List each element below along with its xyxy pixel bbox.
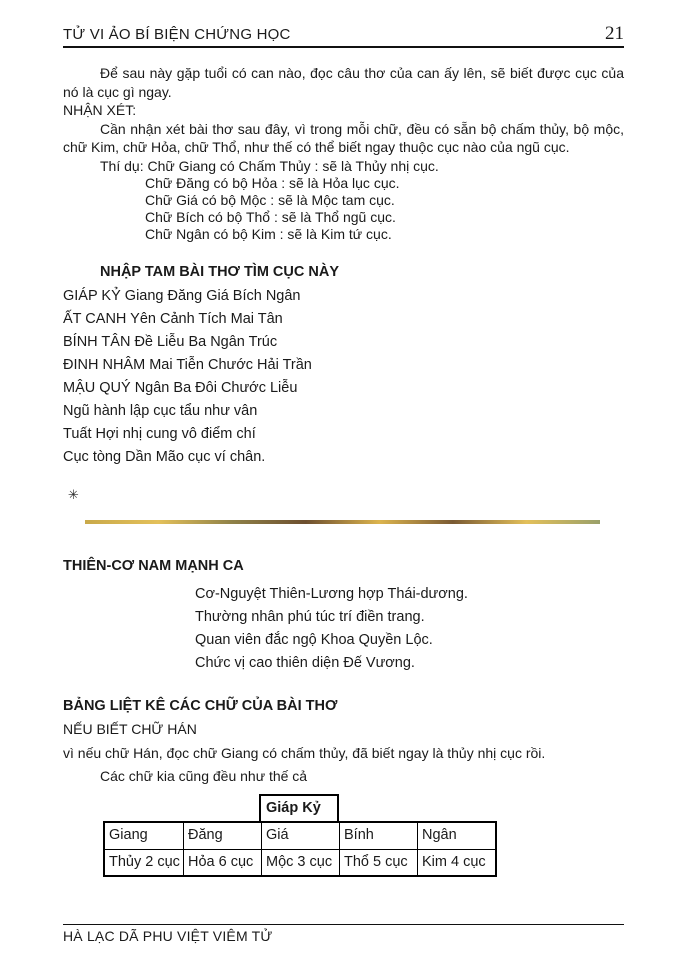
gold-divider bbox=[85, 520, 600, 524]
page-number: 21 bbox=[605, 23, 624, 44]
table-cell: Thủy 2 cục bbox=[105, 849, 183, 875]
poem2-title: THIÊN-CƠ NAM MẠNH CA bbox=[63, 557, 244, 574]
table-cell: Ngân bbox=[417, 823, 495, 849]
cuc-table bbox=[103, 794, 497, 877]
table-section-title: BẢNG LIỆT KÊ CÁC CHỮ CỦA BÀI THƠ bbox=[63, 697, 338, 714]
example-line-first: Thí dụ: Chữ Giang có Chấm Thủy : sẽ là Thủy nhị cục. bbox=[100, 157, 439, 174]
example-line: Chữ Giá có bộ Mộc : sẽ là Mộc tam cục. bbox=[145, 191, 395, 208]
poem1-line: BÍNH TÂN Đề Liễu Ba Ngân Trúc bbox=[63, 333, 278, 350]
poem2-line: Cơ-Nguyệt Thiên-Lương hợp Thái-dương. bbox=[195, 585, 468, 602]
nhan-xet-paragraph: Cần nhận xét bài thơ sau đây, vì trong mỗi chữ, đều có sẵn bộ chấm thủy, bộ mộc, chữ Kim, chữ Hỏa, chữ Thổ, như thế có thể biết ngay thuộc cục nào của ngũ cục. bbox=[63, 120, 624, 155]
poem1-line: ẤT CANH Yên Cảnh Tích Mai Tân bbox=[63, 310, 283, 327]
table-cell: Giá bbox=[261, 823, 339, 849]
table-section-body: vì nếu chữ Hán, đọc chữ Giang có chấm thủy, đã biết ngay là thủy nhị cục rồi. bbox=[63, 744, 546, 761]
table-section-subtitle: NẾU BIẾT CHỮ HÁN bbox=[63, 720, 197, 737]
table-grid bbox=[103, 821, 497, 877]
example-line: Chữ Bích có bộ Thổ : sẽ là Thổ ngũ cục. bbox=[145, 208, 396, 225]
poem1-title: NHẬP TAM BÀI THƠ TÌM CỤC NÀY bbox=[100, 263, 339, 280]
poem1-line: ĐINH NHÂM Mai Tiễn Chước Hải Trần bbox=[63, 356, 312, 373]
table-cell: Bính bbox=[339, 823, 417, 849]
poem1-line: Tuất Hợi nhị cung vô điểm chí bbox=[63, 425, 256, 442]
table-cell: Thổ 5 cục bbox=[339, 849, 417, 875]
star-ornament-icon: ✳ bbox=[68, 486, 79, 502]
table-cell: Kim 4 cục bbox=[417, 849, 495, 875]
intro-paragraph: Để sau này gặp tuổi có can nào, đọc câu thơ của can ấy lên, sẽ biết được cục của nó là cục gì ngay. bbox=[63, 65, 624, 100]
table-cell: Đăng bbox=[183, 823, 261, 849]
poem1-line: MẬU QUÝ Ngân Ba Đôi Chước Liễu bbox=[63, 379, 298, 396]
nhan-xet-label: NHẬN XÉT: bbox=[63, 102, 137, 118]
poem2-line: Thường nhân phú túc trí điền trang. bbox=[195, 608, 425, 625]
page-header bbox=[63, 24, 624, 48]
table-section-note: Các chữ kia cũng đều như thế cả bbox=[100, 767, 308, 784]
poem1-line: Ngũ hành lập cục tẩu như vân bbox=[63, 402, 258, 419]
poem2-line: Quan viên đắc ngộ Khoa Quyền Lộc. bbox=[195, 631, 433, 648]
header-title: TỬ VI ẢO BÍ BIỆN CHỨNG HỌC bbox=[63, 26, 291, 43]
example-line: Chữ Đăng có bộ Hỏa : sẽ là Hỏa lục cục. bbox=[145, 174, 400, 191]
example-line: Chữ Ngân có bộ Kim : sẽ là Kim tứ cục. bbox=[145, 225, 392, 242]
footer-text: HÀ LẠC DÃ PHU VIỆT VIÊM TỬ bbox=[63, 928, 273, 944]
table-cell: Hỏa 6 cục bbox=[183, 849, 261, 875]
poem2-line: Chức vị cao thiên diện Đế Vương. bbox=[195, 654, 415, 671]
poem1 bbox=[63, 285, 624, 469]
table-cell: Mộc 3 cục bbox=[261, 849, 339, 875]
poem2 bbox=[63, 583, 624, 675]
table-header-cell: Giáp Kỷ bbox=[259, 794, 339, 821]
table-cell: Giang bbox=[109, 826, 148, 843]
page-footer bbox=[63, 924, 624, 944]
poem1-line: Cục tòng Dần Mão cục ví chân. bbox=[63, 448, 266, 465]
poem1-line: GIÁP KỶ Giang Đăng Giá Bích Ngân bbox=[63, 287, 301, 304]
